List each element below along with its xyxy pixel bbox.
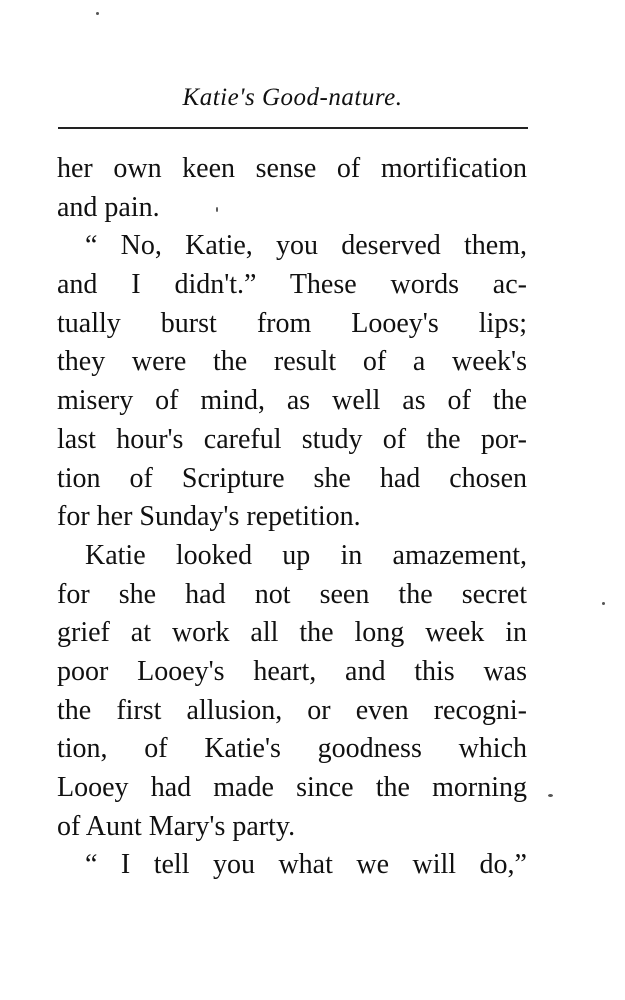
text-line: her own keen sense of mortification (57, 153, 527, 184)
text-line: tion of Scripture she had chosen (57, 462, 527, 494)
text-line: poor Looey's heart, and this was (57, 655, 527, 687)
header-rule (58, 127, 528, 129)
paper-speck (602, 602, 605, 605)
running-head: Katie's Good-nature. (182, 84, 403, 111)
text-line: and I didn't.” These words ac- (57, 269, 527, 301)
text-line: misery of mind, as well as of the (57, 385, 527, 417)
text-line: of Aunt Mary's party. (57, 810, 296, 842)
text-line: the first allusion, or even recogni- (57, 694, 527, 726)
text-line: grief at work all the long week in (57, 617, 527, 649)
text-line: and pain. (57, 191, 160, 223)
text-line: tually burst from Looey's lips; (57, 307, 527, 339)
text-line: “ I tell you what we will do,” (85, 849, 527, 881)
paper-speck (96, 12, 99, 15)
body-text (57, 150, 527, 885)
text-line: Looey had made since the morning (57, 772, 527, 803)
text-line: for she had not seen the secret (57, 578, 527, 610)
text-line: for her Sunday's repetition. (57, 501, 361, 533)
text-line: tion, of Katie's goodness which (57, 733, 527, 765)
text-line: last hour's careful study of the por- (57, 423, 527, 455)
paper-speck (216, 207, 218, 212)
text-line: Katie looked up in amazement, (85, 539, 527, 571)
paper-speck (548, 794, 553, 797)
text-line: they were the result of a week's (57, 346, 527, 378)
text-line: “ No, Katie, you deserved them, (85, 230, 527, 262)
